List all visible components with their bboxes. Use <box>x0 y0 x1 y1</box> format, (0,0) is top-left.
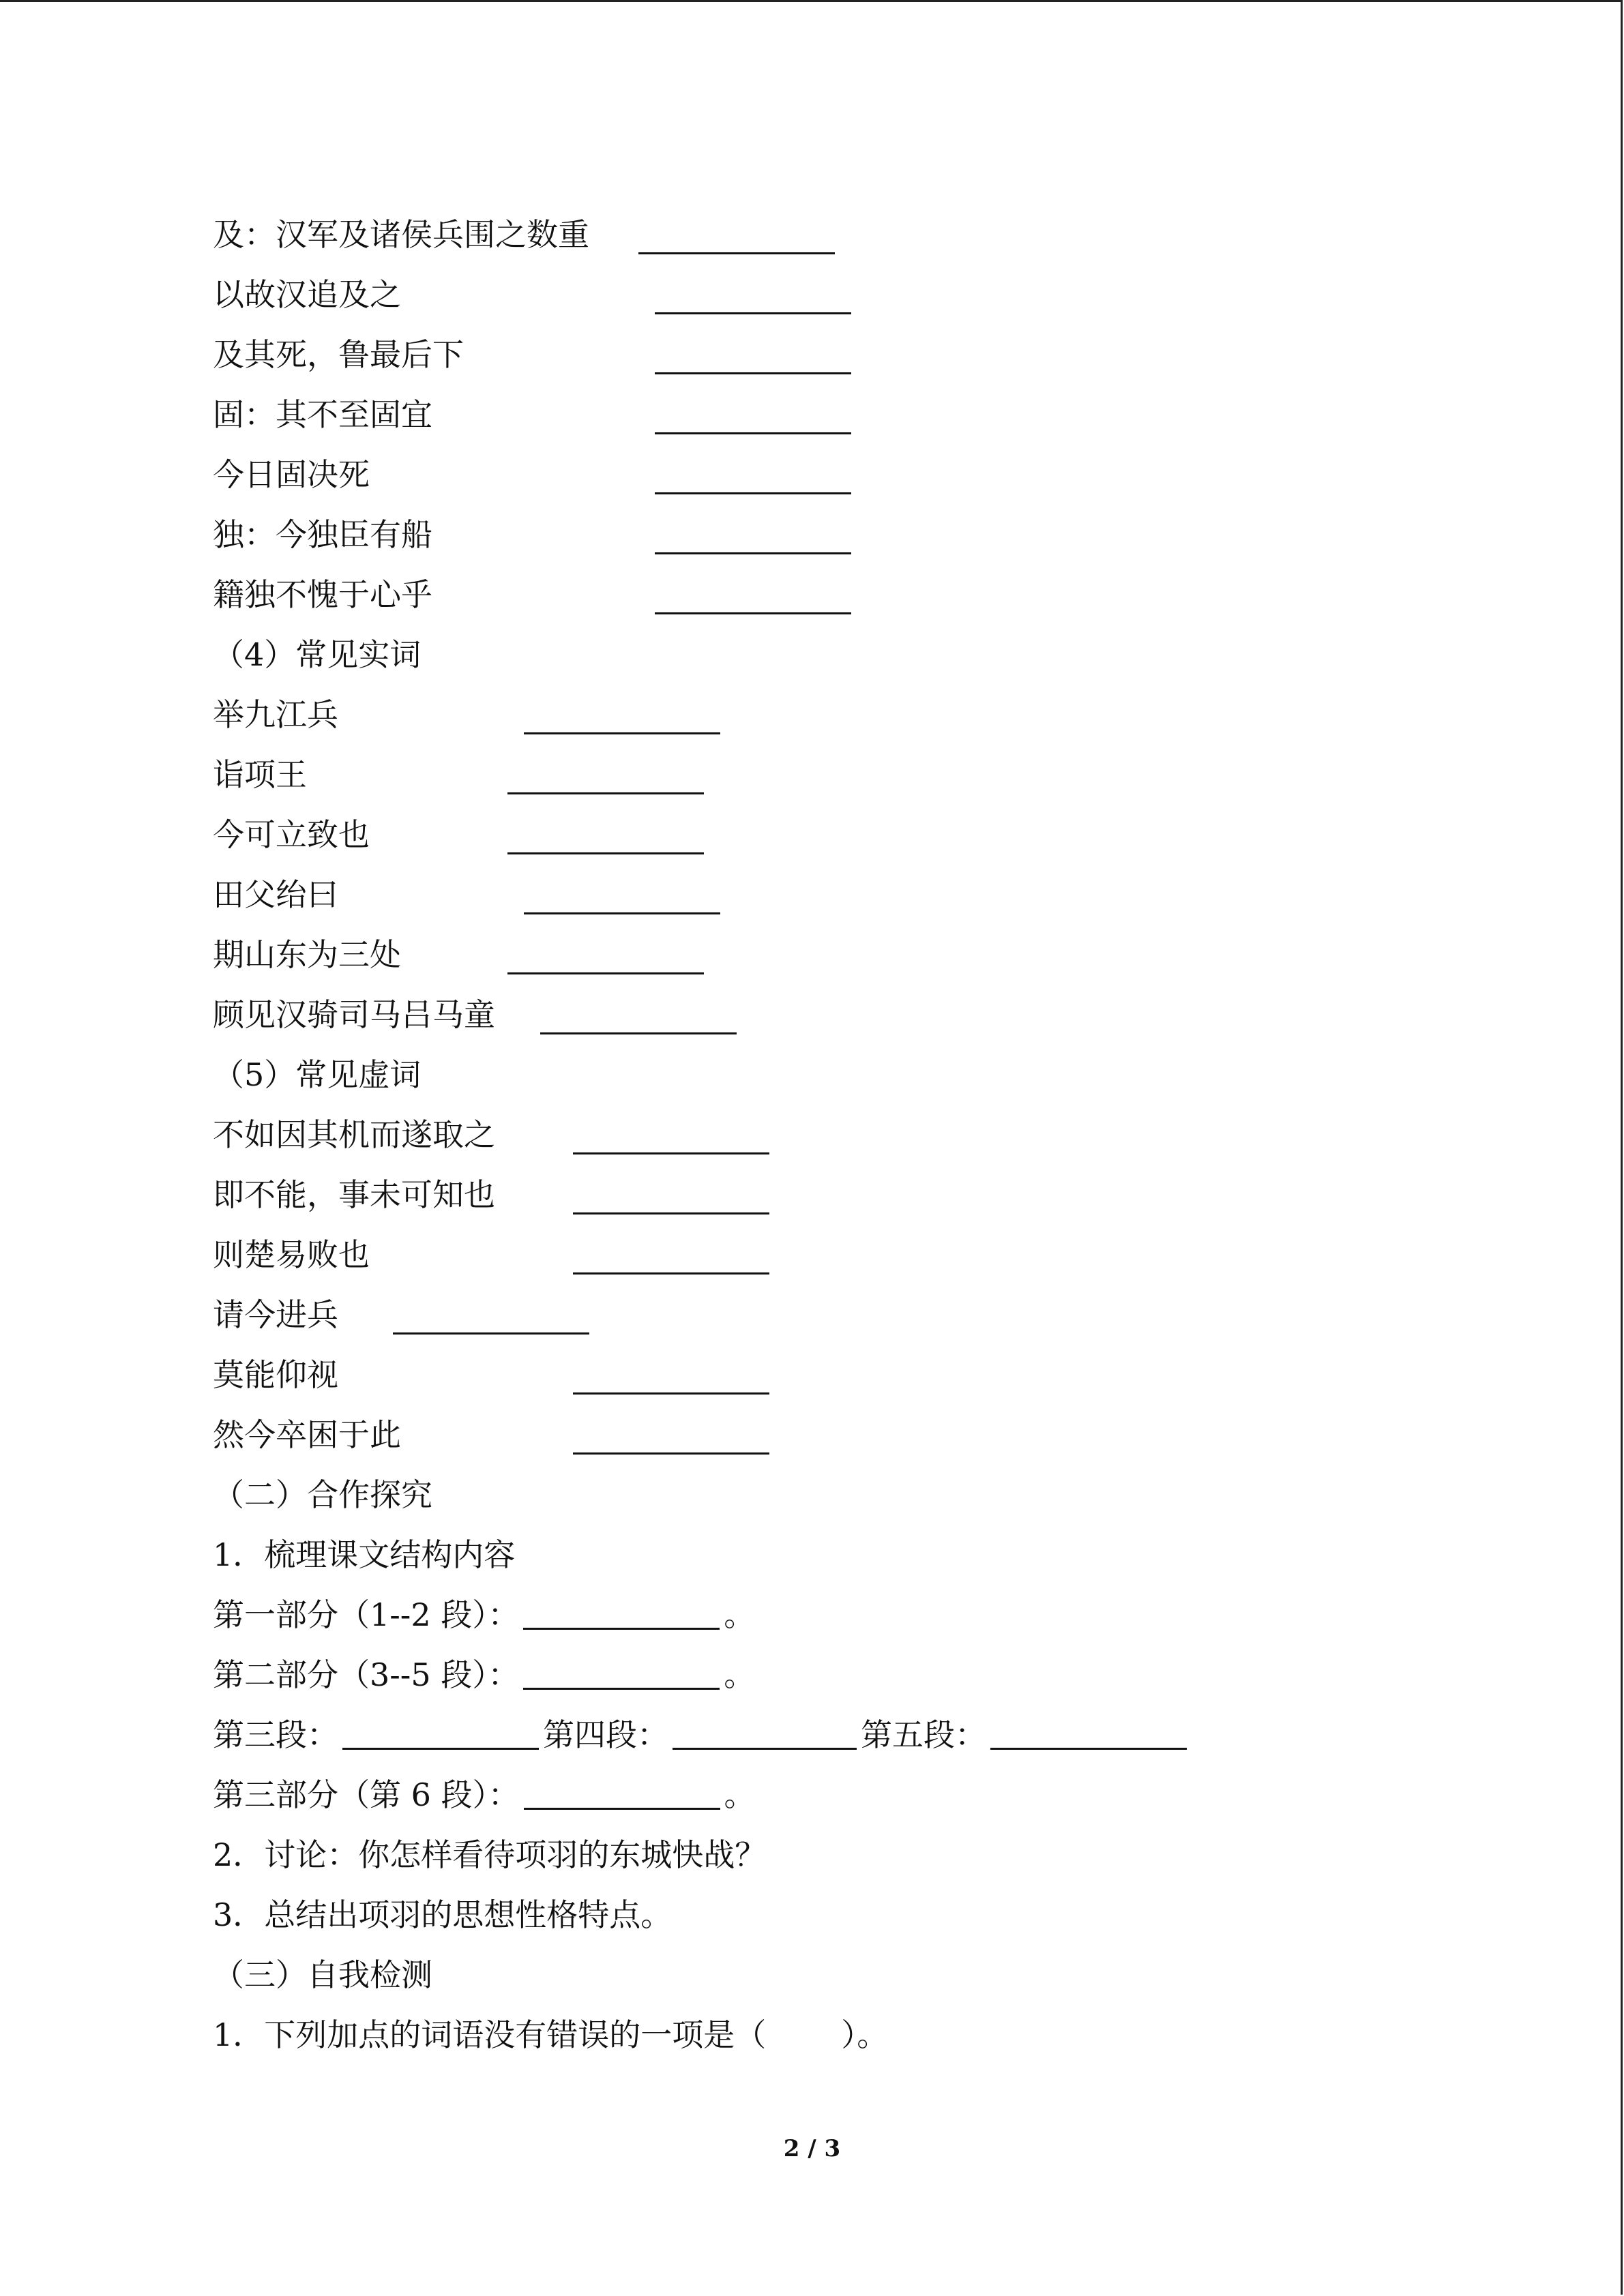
text-line: 莫能仰视 <box>213 1356 338 1393</box>
seg4-label: 第四段： <box>543 1716 668 1753</box>
question-end: ）。 <box>841 2016 889 2053</box>
answer-blank[interactable] <box>638 252 835 254</box>
text-line: 顾见汉骑司马吕马童 <box>213 996 495 1033</box>
period: 。 <box>724 1596 756 1633</box>
question-text: 1．下列加点的词语没有错误的一项是（ <box>213 2016 767 2053</box>
text-line: 以故汉追及之 <box>213 276 401 313</box>
section-heading: （三）自我检测 <box>213 1956 432 1993</box>
period: 。 <box>724 1656 756 1693</box>
seg5-label: 第五段： <box>861 1716 986 1753</box>
text-line: 籍独不愧于心乎 <box>213 576 432 613</box>
structure-line <box>213 1654 755 1695</box>
text-line: 则楚易败也 <box>213 1236 370 1273</box>
answer-blank[interactable] <box>524 732 720 734</box>
answer-blank[interactable] <box>573 1392 769 1395</box>
structure-line <box>213 1774 756 1815</box>
section-heading: （二）合作探究 <box>213 1476 432 1513</box>
answer-blank[interactable] <box>990 1716 1187 1750</box>
answer-blank[interactable] <box>573 1212 769 1214</box>
answer-blank[interactable] <box>342 1716 539 1750</box>
question: 1．梳理课文结构内容 <box>213 1536 516 1573</box>
answer-blank[interactable] <box>524 1776 720 1810</box>
test-question <box>213 2014 888 2055</box>
text-line: 然今卒困于此 <box>213 1416 401 1453</box>
answer-blank[interactable] <box>540 1032 737 1034</box>
answer-blank[interactable] <box>655 552 851 554</box>
text-line: 今可立致也 <box>213 816 370 853</box>
text-line: 诣项王 <box>213 756 307 793</box>
text-line: 及：汉军及诸侯兵围之数重 <box>213 216 589 253</box>
structure-line <box>213 1594 755 1635</box>
answer-blank[interactable] <box>673 1716 857 1750</box>
question: 3．总结出项羽的思想性格特点。 <box>213 1896 673 1933</box>
structure-line <box>213 1714 1191 1755</box>
page-number: 2 / 3 <box>783 2135 841 2162</box>
section-heading: （5）常见虚词 <box>213 1056 422 1093</box>
answer-blank[interactable] <box>655 612 851 614</box>
part3-label: 第三部分（第 6 段）： <box>213 1776 520 1813</box>
period: 。 <box>724 1776 756 1813</box>
part2-label: 第二部分（3--5 段）： <box>213 1656 520 1693</box>
answer-blank[interactable] <box>655 312 851 314</box>
answer-blank[interactable] <box>393 1332 589 1335</box>
answer-blank[interactable] <box>524 912 720 914</box>
text-line: 请今进兵 <box>213 1296 338 1333</box>
answer-blank[interactable] <box>655 372 851 374</box>
answer-blank[interactable] <box>507 852 704 854</box>
text-line: 固：其不至固宜 <box>213 396 432 433</box>
text-line: 今日固决死 <box>213 456 370 493</box>
section-heading: （4）常见实词 <box>213 636 422 673</box>
answer-blank[interactable] <box>573 1152 769 1154</box>
answer-blank[interactable] <box>507 792 704 794</box>
seg3-label: 第三段： <box>213 1716 338 1753</box>
text-line: 独：今独臣有船 <box>213 516 432 553</box>
text-line: 期山东为三处 <box>213 936 401 973</box>
question: 2．讨论：你怎样看待项羽的东城快战？ <box>213 1836 767 1873</box>
answer-blank[interactable] <box>573 1452 769 1455</box>
answer-blank[interactable] <box>523 1596 720 1630</box>
text-line: 田父绐曰 <box>213 876 338 913</box>
answer-blank[interactable] <box>655 492 851 494</box>
answer-blank[interactable] <box>507 972 704 974</box>
answer-blank[interactable] <box>655 432 851 434</box>
text-line: 不如因其机而遂取之 <box>213 1116 495 1153</box>
answer-blank[interactable] <box>523 1656 720 1690</box>
text-line: 即不能，事未可知也 <box>213 1176 495 1213</box>
text-line: 举九江兵 <box>213 696 338 733</box>
text-line: 及其死，鲁最后下 <box>213 336 464 373</box>
part1-label: 第一部分（1--2 段）： <box>213 1596 520 1633</box>
answer-blank[interactable] <box>573 1272 769 1274</box>
